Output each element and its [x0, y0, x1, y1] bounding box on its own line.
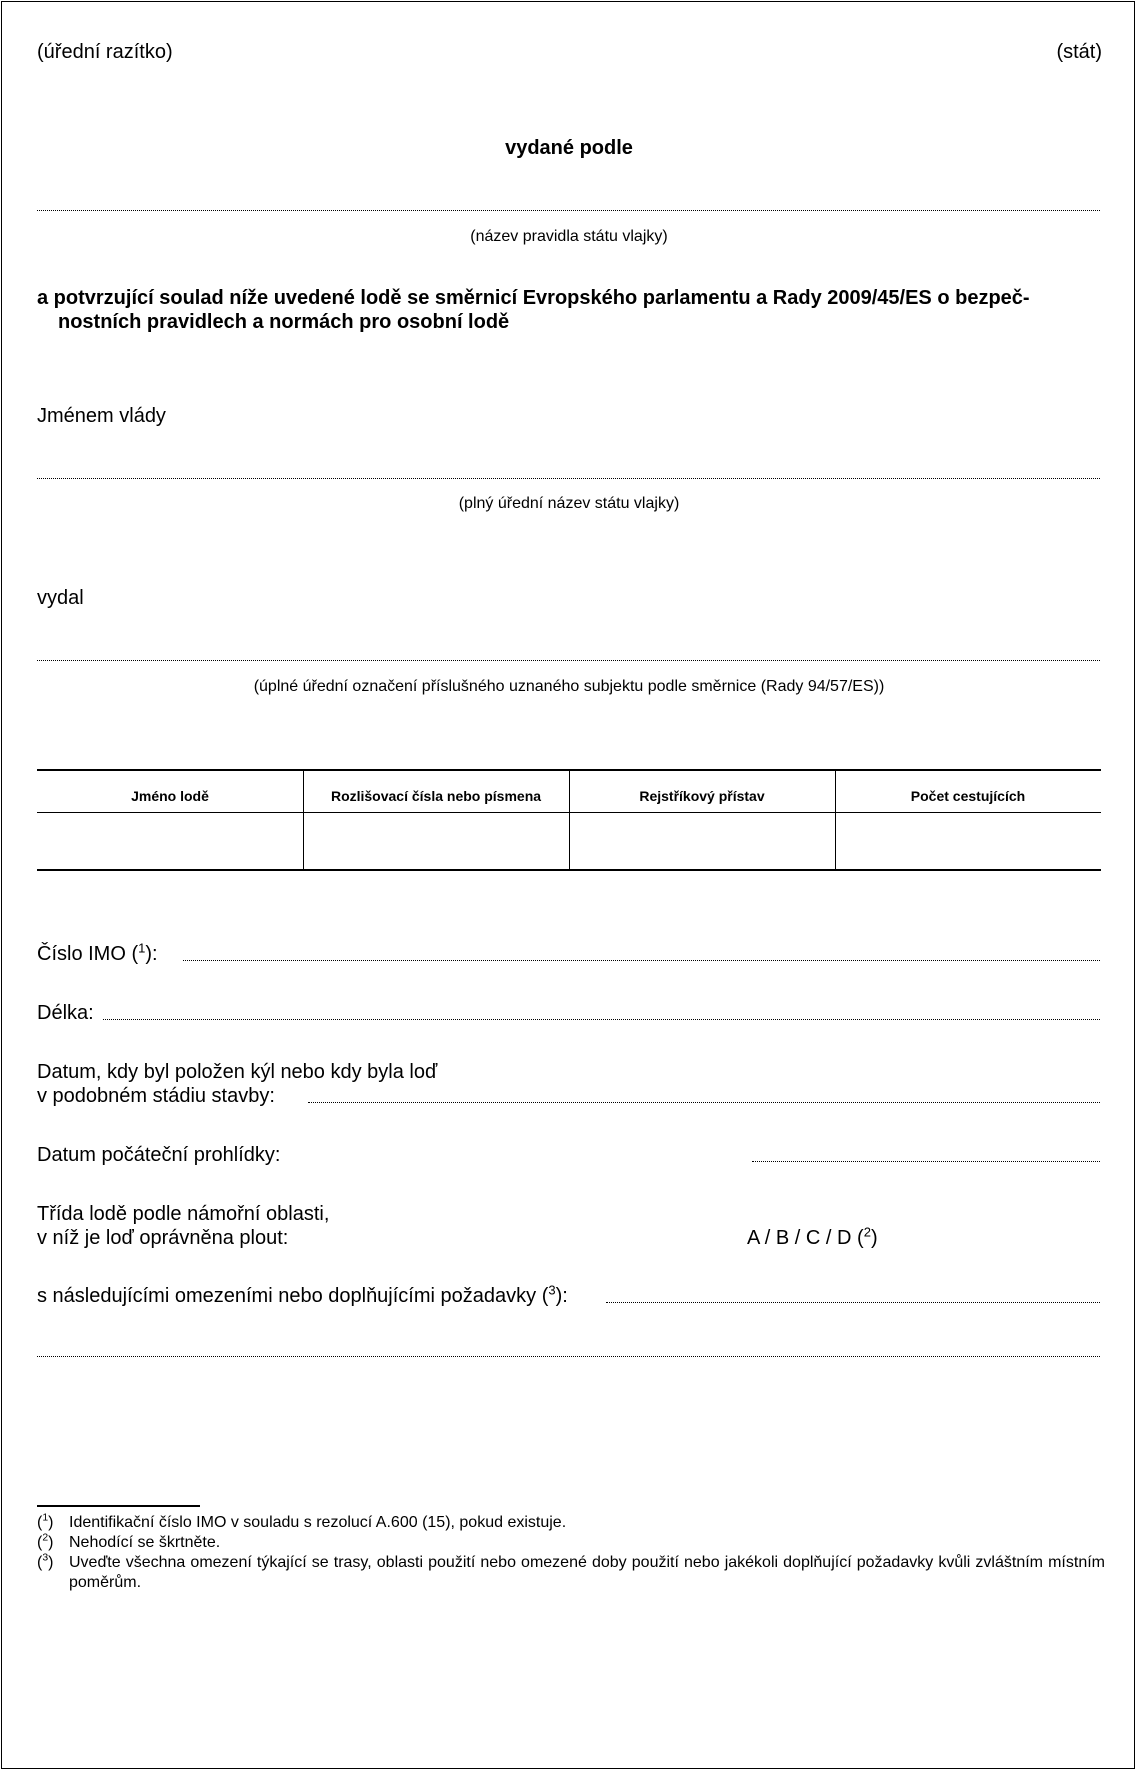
table-header-port-of-registry: Rejstříkový přístav [639, 788, 765, 804]
table-header-ship-name: Jméno lodě [131, 788, 209, 804]
on-behalf-label: Jménem vlády [37, 405, 166, 427]
issued-under-heading: vydané podle [505, 137, 633, 159]
organisation-caption: (úplné úřední označení příslušného uznaného subjektu podle směrnice (Rady 94/57/ES)) [253, 678, 885, 695]
footnote-separator [37, 1505, 200, 1507]
restrictions-field-continued[interactable] [37, 1356, 1100, 1357]
table-bottom-rule [37, 869, 1101, 871]
table-cell-ship-name[interactable] [37, 813, 303, 869]
flag-state-field[interactable] [37, 478, 1100, 479]
restrictions-label: s následujícími omezeními nebo doplňujícími požadavky ($^3$): [37, 1282, 568, 1307]
confirmation-line-2: nostních pravidlech a normách pro osobní lodě [58, 311, 510, 333]
table-header-distinctive-numbers: Rozlišovací čísla nebo písmena [330, 788, 542, 804]
initial-survey-field[interactable] [752, 1161, 1100, 1162]
flag-state-caption: (plný úřední název státu vlajky) [458, 495, 680, 512]
keel-date-field[interactable] [308, 1102, 1100, 1103]
flag-rules-caption: (název pravidla státu vlajky) [470, 228, 668, 245]
imo-number-label: Číslo IMO ($^1$): [37, 940, 158, 965]
footnote-1: ($^1$) Identifikační číslo IMO v souladu s rezolucí A.600 (15), pokud existuje. [37, 1512, 567, 1531]
length-label: Délka: [37, 1002, 94, 1024]
state-label: (stát) [1056, 41, 1102, 63]
footnote-2: ($^2$) Nehodící se škrtněte. [37, 1532, 221, 1551]
table-cell-port-of-registry[interactable] [569, 813, 835, 869]
length-field[interactable] [103, 1019, 1100, 1020]
certificate-frame [1, 1, 1135, 1769]
footnotes [37, 1513, 1105, 1593]
issued-by-label: vydal [37, 587, 84, 609]
confirmation-text [37, 286, 1107, 334]
table-cell-passengers[interactable] [835, 813, 1101, 869]
initial-survey-label: Datum počáteční prohlídky: [37, 1144, 281, 1166]
imo-number-field[interactable] [183, 960, 1100, 961]
ship-class-label: Třída lodě podle námořní oblasti, v níž je loď oprávněna plout: [37, 1203, 330, 1249]
ship-class-options[interactable]: A / B / C / D ($^2$) [747, 1224, 878, 1249]
organisation-field[interactable] [37, 660, 1100, 661]
restrictions-field[interactable] [606, 1302, 1100, 1303]
flag-rules-field[interactable] [37, 210, 1100, 211]
footnote-3: ($^3$) Uveďte všechna omezení týkající se trasy, oblasti použití nebo omezené doby použití nebo jakékoli doplňující požadavky kvůli zvláštním místním poměrům. [37, 1552, 1105, 1591]
table-header-passengers: Počet cestujících [910, 788, 1026, 804]
keel-date-label: Datum, kdy byl položen kýl nebo kdy byla loď v podobném stádiu stavby: [37, 1061, 438, 1107]
confirmation-line-1: a potvrzující soulad níže uvedené lodě se směrnicí Evropského parlamentu a Rady 2009/45/ES o bezpeč- [37, 287, 1030, 309]
table-cell-distinctive-numbers[interactable] [303, 813, 569, 869]
official-stamp-label: (úřední razítko) [37, 41, 173, 63]
